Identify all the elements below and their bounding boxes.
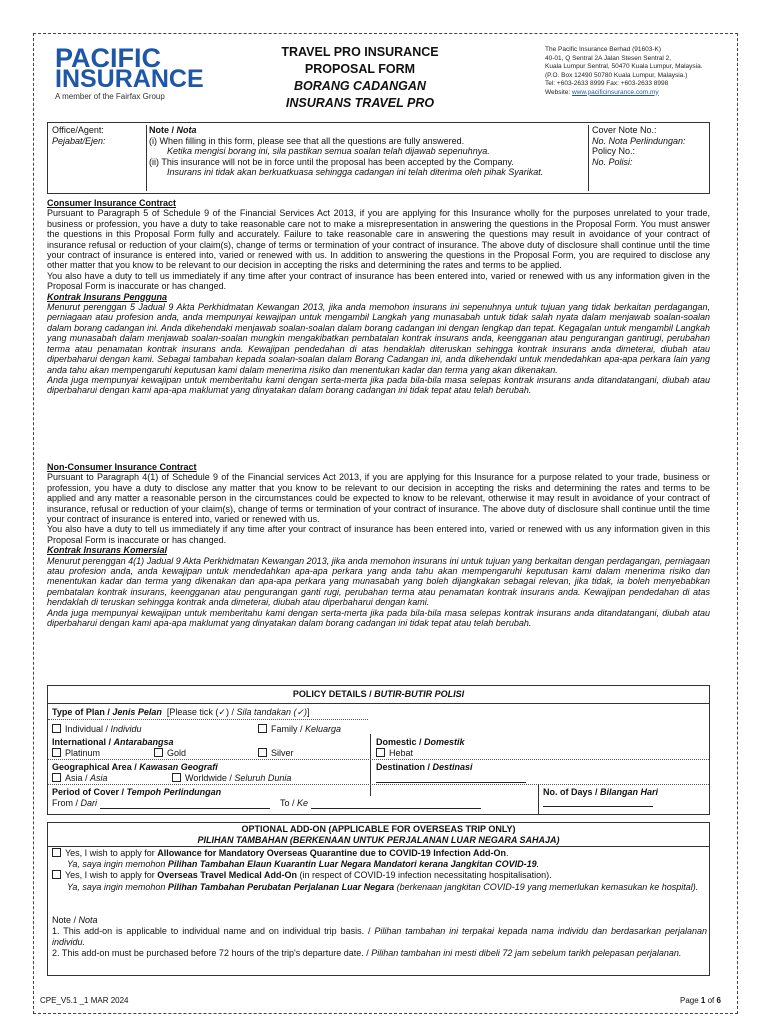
note-label: Note — [149, 125, 169, 135]
title-line-4: INSURANS TRAVEL PRO — [285, 96, 435, 110]
from-field[interactable] — [52, 798, 270, 809]
tick-instruction-end: ] — [307, 707, 310, 717]
o1-b: Allowance for Mandatory Overseas Quarantine due to COVID-19 Infection Add-On — [157, 848, 506, 858]
policy-no-label: Policy No.: — [592, 146, 636, 157]
destination-label — [376, 762, 473, 773]
individual-label-my: Individu — [110, 724, 142, 734]
nonconsumer-heading: Non-Consumer Insurance Contract — [47, 462, 197, 472]
o2-a: Yes, I wish to apply for — [65, 870, 158, 880]
dest-en: Destination / — [376, 762, 433, 772]
addon-note-my: Nota — [78, 915, 98, 925]
to-field[interactable] — [280, 798, 481, 809]
period-label — [52, 787, 221, 798]
plan-type-row — [52, 707, 310, 718]
silver-label: Silver — [271, 748, 294, 758]
consumer-para-2: You also have a duty to tell us immediately if any time after your contract of insurance has been entered into, varied or renewed with us any information given in the Proposal Form is inaccurate or has changed. — [47, 270, 710, 292]
o2-b: Overseas Travel Medical Add-On — [157, 870, 297, 880]
note-1-my: Ketika mengisi borang ini, sila pastikan semua soalan telah dijawab sepenuhnya. — [167, 146, 490, 157]
hebat-checkbox[interactable] — [376, 748, 413, 759]
o2-c: (in respect of COVID-19 infection necessitating hospitalisation). — [296, 870, 552, 880]
addon-note-en: Note / — [52, 915, 79, 925]
asia-my: Asia — [90, 773, 108, 783]
from-input[interactable] — [100, 800, 270, 809]
asia-en: Asia / — [65, 773, 91, 783]
addon-n1-my: Pilihan tambahan ini terpakai kepada nama individu dan berdasarkan perjalanan individu. — [52, 926, 707, 947]
addon-n2-my: Pilihan tambahan ini mesti dibeli 72 jam sebelum tarikh pelepasan perjalanan. — [371, 948, 682, 958]
from-my: Dari — [80, 798, 98, 808]
policy-details-title — [48, 686, 709, 704]
addon-note-label — [52, 915, 98, 926]
geo-my: Kawasan Geografi — [139, 762, 218, 772]
note-heading: Note / Nota — [149, 125, 197, 135]
geo-en: Geographical Area / — [52, 762, 140, 772]
o1-c: . — [505, 848, 509, 858]
quarantine-addon-checkbox[interactable] — [52, 848, 508, 859]
addon-box — [47, 822, 710, 976]
family-label-my: Keluarga — [305, 724, 342, 734]
note-label-my: Nota — [176, 125, 197, 135]
nonconsumer-para-2: You also have a duty to tell us immediately if any time after your contract of insurance has been entered into, varied or renewed with us any information given in this Proposal Form is inaccurate or has changed. — [47, 524, 710, 545]
plan-type-label: Type of Plan / — [52, 707, 113, 717]
tick-instruction: [Please tick (✓) / — [166, 707, 237, 717]
tick-instruction-my: Sila tandakan (✓) — [236, 707, 308, 717]
family-label: Family / — [271, 724, 306, 734]
addon-note-1 — [52, 926, 707, 947]
individual-checkbox[interactable] — [52, 724, 142, 735]
nonconsumer-heading-my: Kontrak Insurans Komersial — [47, 545, 168, 556]
logo-member-text: A member of the Fairfax Group — [55, 92, 165, 101]
website-label: Website: — [545, 88, 572, 96]
consumer-para-1: Pursuant to Paragraph 5 of Schedule 9 of the Financial Services Act 2013, if you are applying for this Insurance wholly for the purposes unrelated to your trade, business or profession, you have a duty to take reasonable care not to make a misrepresentation in answering the questions in the Proposal Form. You must answer the questions in this Proposal Form fully and accurately. Failure to take reasonable care in answering the questions may result in avoidance of your contract of insurance refusal or reduction of your claim(s), change of terms or termination of your contract of insurance. The above duty of disclosure shall continue until the time your contract of insurance is entered into, varied or renewed with us. In addition to answering the questions in the Proposal Form, you are required to disclose any other matter that you know to be relevant to our decision in accepting the risks and determining the rates and terms to be applied. — [47, 208, 710, 271]
dest-my: Destinasi — [432, 762, 473, 772]
company-tel: Tel: +603-2633 8999 Fax: +603-2633 8998 — [545, 80, 669, 87]
asia-checkbox[interactable] — [52, 773, 108, 784]
note-2: (ii) This insurance will not be in force until the proposal has been accepted by the Company. — [149, 156, 514, 167]
worldwide-my: Seluruh Dunia — [234, 773, 292, 783]
company-website — [545, 89, 735, 98]
gold-checkbox[interactable] — [154, 748, 186, 759]
from-en: From / — [52, 798, 81, 808]
cover-note-label-my: No. Nota Perlindungan: — [592, 135, 686, 146]
title-line-3: BORANG CADANGAN — [294, 79, 426, 93]
hebat-label: Hebat — [389, 748, 414, 758]
family-checkbox[interactable] — [258, 724, 341, 735]
addon-title — [48, 823, 709, 847]
company-address-1: 40-01, Q Sentral 2A Jalan Stesen Sentral 2, — [545, 54, 672, 62]
o1-my-c: . — [536, 859, 540, 869]
days-my: Bilangan Hari — [600, 787, 659, 797]
note-2-my: Insurans ini tidak akan berkuatkuasa sehingga cadangan ini telah diterima oleh pihak Syarikat. — [167, 167, 544, 178]
page-current: 1 — [700, 996, 706, 1005]
domestic-en: Domestic / — [376, 737, 425, 747]
consumer-para-3: Menurut perenggan 5 Jadual 9 Akta Perkhidmatan Kewangan 2013, jika anda memohon insurans ini sepenuhnya untuk tujuan yang tidak berkaitan perdagangan, perniagaan atau profesion anda, anda mempunyai kewajipan untuk mengambil Langkah yang munasabah untuk tidak salah nyata dalam menjawab soalan-soalan dalam borang cadangan ini. Anda dikehendaki menjawab soalan-soalan dalam borang cadangan ini dengan lengkap dan tepat. Kegagalan untuk mengambil Langkah yang munasabah dalam menjawab soalan-soalan mungkin mengakibatkan pembatalan kontrak insurans anda, keengganan atau pengurangan gantirugi, perubahan terma atau penamatan kontrak insurans anda. Kewajipan pendedahan di atas hendaklah diteruskan sehingga kontrak insurans anda dimeterai, diubah atau diperbaharui dengan kami. Sebagai tambahan kepada soalan-soalan dalam Borang Cadangan ini, anda dikehendaki untuk mendedahkan apa-apa perkara lain yang anda tahu akan mempengaruhi keputusan kami dalam menerima risiko dan menentukan kadar dan terma yang akan dikenakan. — [47, 302, 710, 375]
company-info — [545, 46, 735, 97]
company-name: The Pacific Insurance Berhad (91603-K) — [545, 46, 661, 53]
days-input[interactable] — [543, 806, 653, 807]
days-label — [543, 787, 658, 798]
domestic-label — [376, 737, 465, 748]
o1-my-b: Pilihan Tambahan Elaun Kuarantin Luar Negara Mandatori kerana Jangkitan COVID-19 — [167, 859, 537, 869]
nonconsumer-para-4: Anda juga mempunyai kewajipan untuk memberitahu kami dengan serta-merta jika pada bila-bila masa selepas kontrak insurans anda ditandatangani, diubah atau diperbaharui dengan kami apa-apa maklumat yang dinyatakan dalam borang cadangan ini tidak tepat atau telah berubah. — [47, 607, 710, 629]
office-agent-field[interactable] — [52, 125, 142, 146]
o1-my-a: Ya, saya ingin memohon — [67, 859, 168, 869]
cover-note-label: Cover Note No.: — [592, 125, 657, 135]
consumer-para-4: Anda juga mempunyai kewajipan untuk memberitahu kami dengan serta-merta jika pada bila-bila masa selepas kontrak insurans anda ditandatangani, diubah atau diperbaharui dengan kami apa-apa maklumat yang dinyatakan dalam borang cadangan ini tidak tepat atau telah berubah. — [47, 374, 710, 396]
domestic-my: Domestik — [424, 737, 465, 747]
addon-n1-en: 1. This add-on is applicable to individual name and on individual trip basis. / — [52, 926, 375, 936]
policy-no-label-my: No. Polisi: — [592, 156, 633, 167]
to-my: Ke — [297, 798, 309, 808]
destination-input[interactable] — [376, 782, 526, 783]
notes-panel — [146, 125, 587, 191]
nonconsumer-section — [47, 462, 710, 629]
addon-title-en: OPTIONAL ADD-ON (APPLICABLE FOR OVERSEAS TRIP ONLY) — [241, 824, 516, 834]
page-total: 6 — [716, 996, 721, 1005]
company-po-box: (P.O. Box 12490 50780 Kuala Lumpur, Malaysia.) — [545, 71, 688, 79]
logo-pacific: PACIFIC — [55, 43, 161, 73]
medical-addon-my — [67, 882, 707, 893]
intl-en: International / — [52, 737, 114, 747]
policy-title-en: POLICY DETAILS / — [292, 689, 375, 699]
consumer-section — [47, 198, 710, 396]
website-link[interactable]: www.pacificinsurance.com.my — [571, 88, 659, 96]
silver-checkbox[interactable] — [258, 748, 294, 759]
form-title — [255, 44, 465, 112]
title-line-2: PROPOSAL FORM — [304, 62, 416, 76]
worldwide-en: Worldwide / — [185, 773, 235, 783]
o2-my-b: Pilihan Tambahan Perubatan Perjalanan Luar Negara — [167, 882, 395, 892]
international-label — [52, 737, 174, 748]
plan-type-label-my: Jenis Pelan — [112, 707, 162, 717]
consumer-heading-my: Kontrak Insurans Pengguna — [47, 291, 168, 302]
company-address-2: Kuala Lumpur Sentral, 50470 Kuala Lumpur, Malaysia. — [545, 63, 703, 70]
title-line-1: TRAVEL PRO INSURANCE — [281, 45, 439, 59]
nonconsumer-para-1: Pursuant to Paragraph 4(1) of Schedule 9 of the Financial services Act 2013, if you are applying for this Insurance for a purpose related to your trade, business or profession, you have a duty to disclose any matter that you know to be relevant to our decision in accepting the risks and determining the rates and terms to be applied and any matter a reasonable person in the circumstances could be expected to know to be relevant, otherwise it may result in avoidance of your contract of insurance, refusal or reduction of your claim(s), change of terms or termination of your contract of insurance. The above duty of disclosure shall continue until the time your contract of insurance is entered into, varied or renewed with us. — [47, 472, 710, 525]
platinum-checkbox[interactable] — [52, 748, 100, 759]
platinum-label: Platinum — [65, 748, 101, 758]
days-en: No. of Days / — [543, 787, 601, 797]
consumer-heading: Consumer Insurance Contract — [47, 198, 177, 208]
office-label-my: Pejabat/Ejen: — [52, 135, 106, 146]
gold-label: Gold — [167, 748, 187, 758]
page-number — [680, 996, 721, 1005]
worldwide-checkbox[interactable] — [172, 773, 291, 784]
intl-my: Antarabangsa — [113, 737, 174, 747]
note-1: (i) When filling in this form, please see that all the questions are fully answered. — [149, 135, 465, 146]
nonconsumer-para-3: Menurut perenggan 4(1) Jadual 9 Akta Perkhidmatan Kewangan 2013, jika anda memohon insurans ini untuk tujuan yang berkaitan dengan perdagangan, perniagaan atau profesion anda, anda kewajipan untuk mendedahkan apa-apa perkara yang anda tahu akan mempengaruhi keputusan kami dalam menerima risiko dan menentukan kadar dan terma yang dikenakan dan apa-apa perkara yang munasabah yang boleh dijangkakan sebagai relevan, jika tidak, ia boleh menyebabkan pembatalan kontrak insurans, keengganan atau pengurangan ganti rugi, perubahan terma atau penamatan kontrak insurans anda. Kewajipan pendedahan di atas hendaklah di teruskan sehingga kontrak anda dimeterai, diubah atau diperbaharui dengan kami. — [47, 555, 710, 608]
geo-area-label — [52, 762, 218, 773]
addon-note-2 — [52, 948, 707, 959]
cover-policy-panel — [588, 125, 712, 191]
quarantine-addon-my — [67, 859, 539, 870]
office-label: Office/Agent: — [52, 125, 104, 135]
logo-insurance: INSURANCE — [55, 65, 204, 93]
o2-my-c: (berkenaan jangkitan COVID-19 yang memerlukan kemasukan ke hospital). — [394, 882, 699, 892]
o1-a: Yes, I wish to apply for — [65, 848, 158, 858]
medical-addon-checkbox[interactable] — [52, 870, 552, 881]
period-my: Tempoh Perlindungan — [126, 787, 222, 797]
individual-label: Individual / — [65, 724, 111, 734]
o2-my-a: Ya, saya ingin memohon — [67, 882, 168, 892]
page-of: of — [705, 996, 717, 1005]
addon-n2-en: 2. This add-on must be purchased before 72 hours of the trip's departure date. / — [52, 948, 372, 958]
to-input[interactable] — [311, 800, 481, 809]
page-label: Page — [680, 996, 701, 1005]
to-en: To / — [280, 798, 298, 808]
form-version: CPE_V5.1 _1 MAR 2024 — [40, 996, 129, 1005]
policy-details-box — [47, 685, 710, 815]
addon-title-my: PILIHAN TAMBAHAN (BERKENAAN UNTUK PERJALANAN LUAR NEGARA SAHAJA) — [197, 834, 560, 845]
policy-title-my: BUTIR-BUTIR POLISI — [374, 689, 465, 699]
period-en: Period of Cover / — [52, 787, 127, 797]
